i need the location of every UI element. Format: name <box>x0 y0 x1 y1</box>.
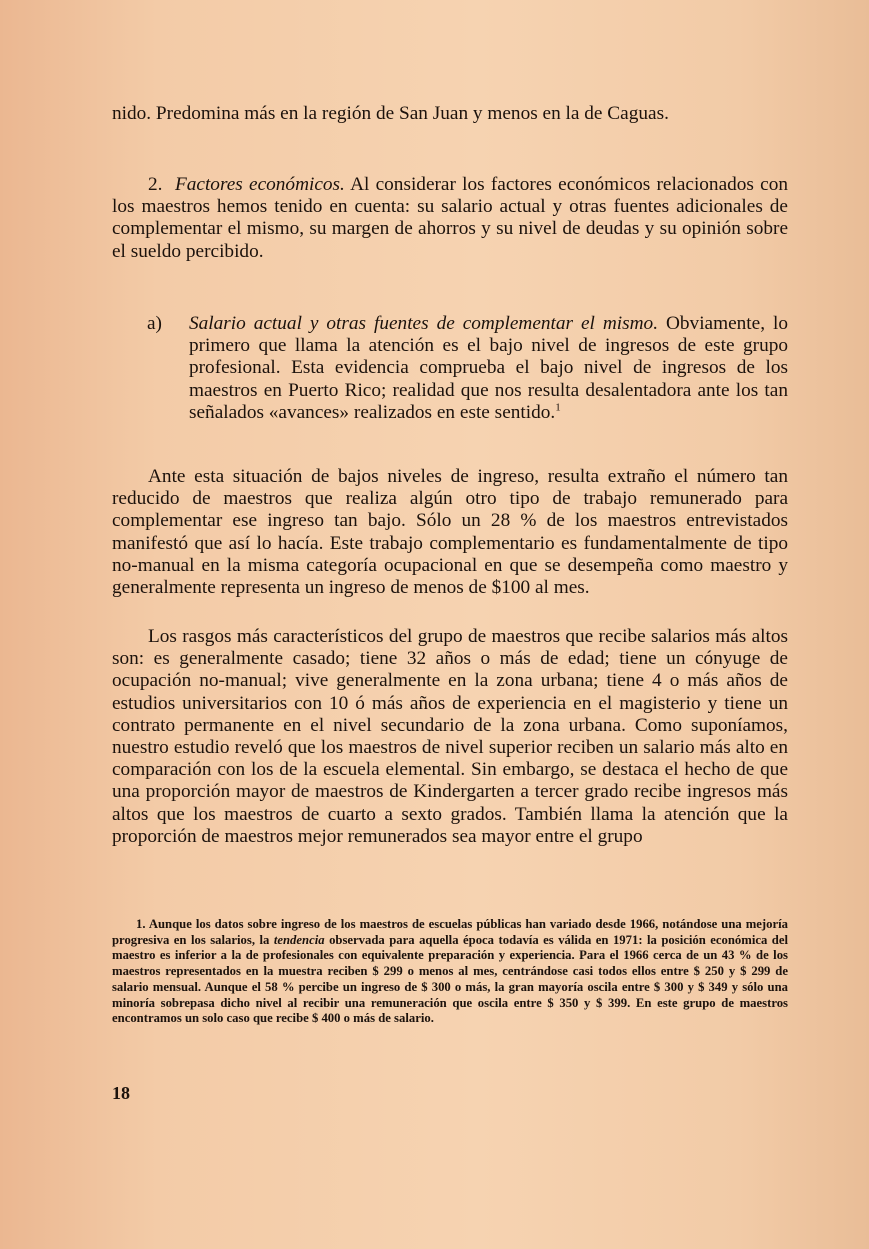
paragraph-rasgos <box>112 626 788 848</box>
page-number: 18 <box>112 1083 130 1103</box>
subsection-label: a) <box>147 313 162 334</box>
footnote-number: 1. <box>136 917 146 931</box>
footnote-emphasis: tendencia <box>273 932 325 947</box>
footnote-reference: 1 <box>555 401 561 414</box>
subsection-text: Obviamente, lo primero que llama la atención es el bajo nivel de ingresos de este grupo profesional. Esta evidencia comprueba el bajo nivel de ingresos de los maestros en Puerto Rico; realidad que nos resulta desalentadora ante los tan señalados «avances» realizados en este sentido. <box>189 313 788 423</box>
paragraph-text: Ante esta situación de bajos niveles de ingreso, resulta extraño el número tan reducido de maestros que realiza algún otro tipo de trabajo remunerado para complementar ese ingreso tan bajo. Sólo un 28 % de los maestros entrevistados manifestó que así lo hacía. Este trabajo complementario es fundamentalmente de tipo no-manual en la misma categoría ocupacional en que se desempeña como maestro y generalmente representa un ingreso de menos de $100 al mes. <box>112 466 788 599</box>
paragraph-text: Los rasgos más característicos del grupo de maestros que recibe salarios más altos son: es generalmente casado; tiene 32 años o más de edad; tiene un cónyuge de ocupación no-manual; vive generalmente en la zona urbana; tiene 4 o más años de estudios universitarios con 10 ó más años de experiencia en el magisterio y tiene un contrato permanente en el nivel secundario de la zona urbana. Como suponíamos, nuestro estudio reveló que los maestros de nivel superior reciben un salario más alto en comparación con los de la escuela elemental. Sin embargo, se destaca el hecho de que una proporción mayor de maestros de Kindergarten a tercer grado recibe ingresos más altos que los maestros de cuarto a sexto grados. También llama la atención que la proporción de maestros mejor remunerados sea mayor entre el grupo <box>112 626 788 847</box>
paragraph-ingreso <box>112 466 788 599</box>
subsection-salario-actual <box>147 313 788 424</box>
section-heading: Factores económicos. <box>174 174 345 195</box>
paragraph-text: nido. Predomina más en la región de San Juan y menos en la de Caguas. <box>112 103 669 124</box>
footnote-text-b: observada para aquella época todavía es válida en 1971: la posición económica del maestro es inferior a la de profesionales con equivalente preparación y experiencia. Para el 1966 cerca de un 43 % de los maestros representados en la muestra reciben $ 299 o menos al mes, centrándose casi todos ellos entre $ 250 y $ 299 de salario mensual. Aunque el 58 % percibe un ingreso de $ 300 o más, la gran mayoría oscila entre $ 300 y $ 349 y sólo una minoría sobrepasa dicho nivel al recibir una remuneración que oscila entre $ 350 y $ 399. En este grupo de maestros encontramos un solo caso que recibe $ 400 o más de salario. <box>112 932 789 1026</box>
paragraph-continuation <box>112 103 788 125</box>
footnote-text-a: Aunque los datos sobre ingreso de los maestros de escuelas públicas han variado desde 1966, notándose una mejoría progresiva en los salarios, la <box>112 917 788 947</box>
section-factores-economicos <box>112 174 788 263</box>
footnote <box>112 917 788 1027</box>
section-number: 2. <box>148 174 163 195</box>
subsection-heading: Salario actual y otras fuentes de complementar el mismo. <box>189 313 659 334</box>
section-text: Al considerar los factores económicos relacionados con los maestros hemos tenido en cuenta: su salario actual y otras fuentes adicionales de complementar el mismo, su margen de ahorros y su nivel de deudas y su opinión sobre el sueldo percibido. <box>112 174 789 262</box>
